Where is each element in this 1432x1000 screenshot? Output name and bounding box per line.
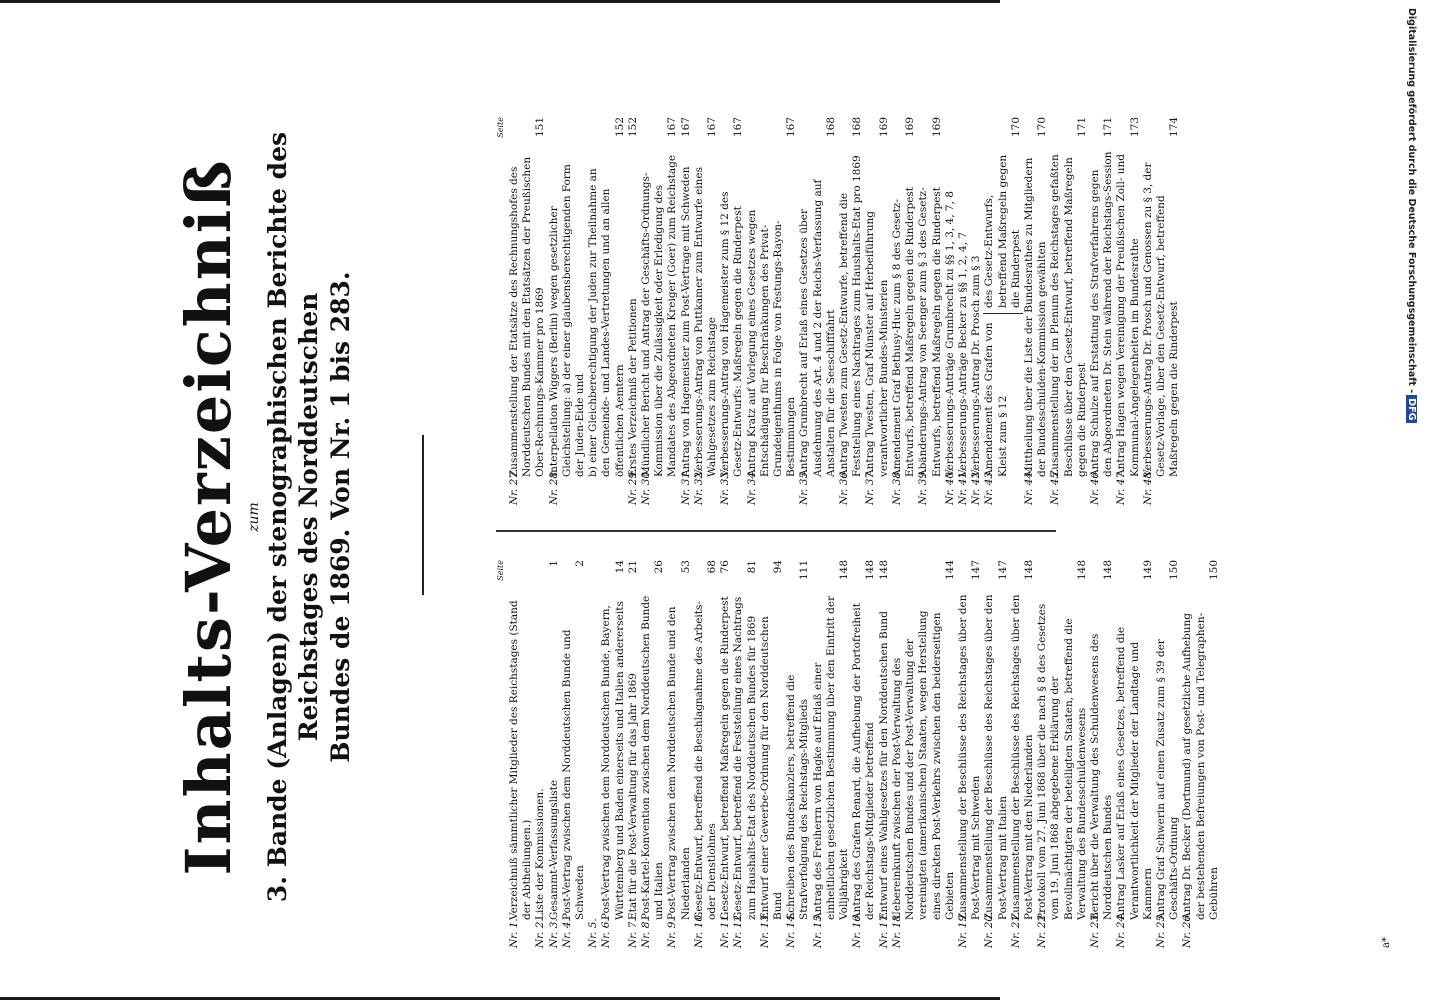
contents-entry	[1089, 117, 1115, 505]
entry-title: Verbesserungs-Antrag von Hagemeister zum § 12 des Gesetz-Entwurfs: Maßregeln gegen die Rinderpest	[719, 191, 745, 477]
entry-title: Bericht über die Verwaltung des Schuldenwesens des Norddeutschen Bundes	[1088, 633, 1115, 920]
entry-number: Nr. 15.	[811, 911, 824, 948]
contents-entry	[891, 117, 917, 505]
contents-entry	[864, 117, 890, 505]
entry-number: Nr. 42.	[970, 468, 983, 505]
entry-title: Entwurf eines Wahlgesetzes für den Norddeutschen Bund	[877, 611, 890, 920]
contents-entry	[1155, 560, 1181, 948]
entry-page-number: 170	[1009, 117, 1022, 138]
entry-page-number: 169	[877, 117, 890, 138]
contents-entry	[587, 560, 600, 948]
entry-title: Antrag Lasker auf Erlaß eines Gesetzes, betreffend die Verantwortlichkeit der Mitglieder der Landtage und Kammern	[1115, 626, 1154, 920]
contents-entry	[1036, 560, 1089, 948]
page-title: Inhalts-Verzeichniß	[172, 158, 245, 876]
entry-number: Nr. 24.	[1115, 911, 1128, 948]
entry-page-number: 152	[613, 117, 626, 138]
entry-page-number: 148	[1102, 560, 1115, 581]
entry-number: Nr. 47.	[1115, 468, 1128, 505]
contents-entry	[1023, 117, 1049, 505]
title-divider	[422, 435, 424, 595]
contents-entry	[666, 560, 692, 948]
entry-page-number: 167	[679, 117, 692, 138]
entry-title: Interpellation Wiggers (Berlin) wegen gesetzlicher Gleichstellung: a) der einer glaubensberechtigenden Form der Juden-Eide und	[547, 164, 587, 477]
entry-title: Verzeichniß sämmtlicher Mitglieder des Reichstages (Stand der Abtheilungen.)	[508, 600, 534, 920]
entry-number: Nr. 2.	[534, 918, 547, 948]
contents-entry	[1049, 117, 1089, 505]
entry-number: Nr. 5.	[587, 918, 600, 948]
entry-number: Nr. 13.	[758, 911, 771, 948]
entry-number: Nr. 31.	[679, 468, 692, 505]
entry-number: Nr. 33.	[719, 468, 732, 505]
contents-entry	[851, 560, 877, 948]
entry-title: Zusammenstellung der Beschlüsse des Reichstages über den Post-Vertrag mit Schweden	[956, 594, 983, 920]
entry-page-number: 167	[732, 117, 745, 138]
entry-title: Post-Kartel-Konvention zwischen dem Norddeutschen Bunde und Italien	[640, 595, 666, 920]
contents-entry	[983, 117, 1023, 505]
entry-title: Post-Vertrag zwischen dem Norddeutschen Bunde, Bayern, Württemberg und Baden einerseits und Italien andererseits	[600, 601, 626, 920]
entry-page-number: 68	[706, 560, 719, 574]
title-preposition: zum	[246, 502, 262, 532]
entry-page-number: 148	[877, 560, 890, 581]
entry-page-number: 167	[706, 117, 719, 138]
entry-title: Antrag Dr. Becker (Dortmund) auf gesetzliche Aufhebung der bestehenden Befreiungen von Post- und Telegraphen-Gebühren	[1181, 612, 1220, 920]
entry-title: Zusammenstellung der Beschlüsse des Reichstages über den Post-Vertrag mit den Niederlanden	[1009, 594, 1035, 920]
entry-number: Nr. 14.	[785, 911, 798, 948]
contents-entry	[957, 117, 970, 505]
entry-page-number: 1	[547, 560, 560, 567]
contents-entry	[878, 560, 891, 948]
entry-title: Abänderungs-Antrag von Seenger zum § 3 des Gesetz-Entwurfs, betreffend Maßregeln gegen die Rinderpest	[917, 186, 943, 477]
entry-page-number: 168	[851, 117, 864, 138]
entry-number: Nr. 41.	[956, 468, 969, 505]
entry-number: Nr. 20.	[983, 911, 996, 948]
column-divider	[496, 530, 1056, 532]
entry-page-number: 148	[864, 560, 877, 581]
contents-entry	[600, 560, 626, 948]
contents-entry	[970, 117, 983, 505]
contents-entry	[587, 117, 627, 505]
entry-title: Post-Vertrag zwischen dem Norddeutschen Bunde und Schweden	[560, 629, 587, 920]
entry-title: Antrag des Grafen Renard, die Aufhebung der Portofreiheit der Reichstags-Mitglieder betreffend	[851, 603, 877, 920]
contents-entry	[838, 117, 864, 505]
entry-page-number: 171	[1102, 117, 1115, 138]
entry-page-number: 150	[1168, 560, 1181, 581]
contents-entry	[508, 560, 534, 948]
entry-title: Schreiben des Bundeskanzlers, betreffend die Strafverfolgung des Reichstags-Mitglieds	[785, 674, 811, 920]
entry-page-number: 171	[1075, 117, 1088, 138]
entry-title: Verbesserungs-Antrag Dr. Prosch zum § 3	[970, 255, 983, 477]
contents-entry	[944, 117, 957, 505]
subtitle-line-2: Bundes de 1869. Von Nr. 1 bis 283.	[325, 271, 355, 763]
entry-number: Nr. 4.	[560, 918, 573, 948]
entry-number: Nr. 25.	[1154, 911, 1167, 948]
contents-entry	[1010, 560, 1036, 948]
entry-number	[587, 477, 627, 505]
contents-entry	[746, 117, 799, 505]
contents-entry	[1089, 560, 1115, 948]
entry-title	[587, 588, 600, 920]
contents-entry	[732, 560, 758, 948]
entry-page-number: 111	[798, 560, 811, 581]
title-block	[172, 86, 356, 948]
entry-title: Erstes Verzeichniß der Petitionen	[626, 298, 639, 477]
contents-entry	[719, 117, 745, 505]
entry-title: Verbesserungs-Antrag Dr. Prosch und Genossen zu § 3, der Gesetz-Vorlage, über den Gesetz-Entwurf, betreffend Maßregeln gegen die Rinderpest	[1141, 162, 1181, 477]
entry-number: Nr. 9.	[666, 918, 679, 948]
contents-entry	[627, 560, 640, 948]
entry-number: Nr. 40.	[943, 468, 956, 505]
entry-number: Nr. 38.	[890, 468, 903, 505]
contents-entry	[719, 560, 732, 948]
contents-entry	[640, 560, 666, 948]
entry-title: Zusammenstellung der Etatsätze des Rechnungshofes des Norddeutschen Bundes mit den Etatsätzen der Preußischen Ober-Rechnungs-Kammer pro 1869	[508, 156, 547, 477]
entry-number: Nr. 12.	[732, 911, 745, 948]
subtitle-line-1: 3. Bande (Anlagen) der stenographischen Berichte des Reichstages des Norddeutschen	[263, 131, 324, 903]
entry-page-number: 148	[1075, 560, 1088, 581]
entry-number: Nr. 34.	[745, 468, 758, 505]
seite-label: Seite	[496, 117, 505, 138]
entry-page-number: 94	[772, 560, 785, 574]
entry-page-number: 144	[943, 560, 956, 581]
entry-number: Nr. 16.	[851, 911, 864, 948]
entry-title: Gesammt-Verfassungsliste	[547, 779, 560, 920]
entry-page-number: 169	[930, 117, 943, 138]
entry-title: Antrag Graf Schwerin auf einen Zusatz zum § 39 der Geschäfts-Ordnung	[1154, 639, 1181, 920]
entry-number: Nr. 29.	[626, 468, 639, 505]
entry-number: Nr. 11.	[719, 911, 732, 948]
entry-page-number: 147	[996, 560, 1009, 581]
entry-page-number: 170	[1036, 117, 1049, 138]
entry-number: Nr. 17.	[877, 911, 890, 948]
entry-title: Verbesserungs-Antrag von Puttkamer zum Entwurfe eines Wahlgesetzes zum Reichstage	[692, 166, 719, 477]
seite-label: Seite	[496, 560, 505, 581]
entry-page-number: 2	[574, 560, 587, 567]
contents-entry	[891, 560, 957, 948]
entry-title: Gesetz-Entwurf, betreffend die Feststellung eines Nachtrags zum Haushalts-Etat des Norddeutschen Bundes für 1869	[732, 596, 758, 920]
entry-number: Nr. 44.	[1022, 468, 1035, 505]
entry-page-number: 148	[1022, 560, 1035, 581]
entry-title: Etat für die Post-Verwaltung für das Jahr 1869	[626, 673, 639, 920]
dfg-logo: DFG	[1406, 395, 1417, 423]
entry-number: Nr. 48.	[1141, 468, 1154, 505]
entry-title: Antrag Grumbrecht auf Erlaß eines Gesetzes über Ausdehnung des Art. 4 und 2 der Reichs-Verfassung auf Anstalten für die Seeschifffahrt	[798, 179, 837, 477]
entry-number: Nr. 28.	[547, 468, 560, 505]
entry-title: Antrag des Freiherrn von Hagke auf Erlaß einer einheitlichen gesetzlichen Bestimmung über den Eintritt der Volljährigkeit	[811, 595, 851, 920]
entry-title: Verbesserungs-Anträge Grumbrecht zu §§ 1, 3, 4, 7, 8	[943, 191, 956, 477]
entry-title: Amendement Graf Bethusy-Huc zum § 8 des Gesetz-Entwurfs, betreffend Maßregeln gegen die Rinderpest	[890, 186, 917, 477]
entry-page-number: 53	[679, 560, 692, 574]
contents-entry	[627, 117, 640, 505]
contents-entry	[759, 560, 785, 948]
entry-number: Nr. 3.	[547, 918, 560, 948]
contents-entry	[798, 117, 838, 505]
entry-number: Nr. 8.	[640, 918, 653, 948]
entry-page-number: 21	[626, 560, 639, 574]
entry-title: Entwurf einer Gewerbe-Ordnung für den Norddeutschen Bund	[758, 616, 785, 920]
entry-number: Nr. 39.	[917, 468, 930, 505]
entry-number: Nr. 26.	[1181, 911, 1194, 948]
entry-page-number: 148	[838, 560, 851, 581]
entry-number: Nr. 23.	[1088, 911, 1101, 948]
entry-number: Nr. 21.	[1009, 911, 1022, 948]
contents-entry	[1181, 560, 1221, 948]
entry-number: Nr. 10.	[692, 911, 705, 948]
entry-title: b) einer Gleichberechtigung der Juden zur Theilnahme an den Gemeinde- und Landes-Vertretungen und an allen öffentlichen Aemtern	[587, 168, 626, 477]
contents-entry	[561, 560, 587, 948]
entry-title: Verbesserungs-Anträge Becker zu §§ 1, 2, 4, 7	[956, 231, 969, 477]
entry-title: Antrag Twesten zum Gesetz-Entwurfe, betreffend die Feststellung eines Nachtrages zum Haushalts-Etat pro 1869	[838, 155, 864, 477]
contents-entry	[534, 560, 547, 948]
contents-entry	[640, 117, 680, 505]
contents-entry	[812, 560, 852, 948]
entry-title: Antrag von Hagemeister zum Post-Vertrage mit Schweden	[679, 166, 692, 477]
entry-title: Zusammenstellung der Beschlüsse des Reichstages über den Post-Vertrag mit Italien	[983, 594, 1009, 920]
entry-title: Liste der Kommissionen.	[534, 788, 547, 920]
entry-title: Antrag Kratz auf Vorlegung eines Gesetzes wegen Entschädigung für Beschränkungen des Privat-Grundeigenthums in Folge von Festungs-Rayon-Bestimmungen	[745, 209, 798, 477]
entry-page-number: 14	[613, 560, 626, 574]
entry-page-number: 173	[1128, 117, 1141, 138]
entry-page-number: 76	[719, 560, 732, 574]
contents-entry	[693, 560, 719, 948]
entry-number: Nr. 1.	[508, 918, 520, 948]
entry-title: Antrag Schulze auf Erstattung des Strafverfahrens gegen den Abgeordneten Dr. Stein während der Reichstags-Session	[1088, 151, 1115, 477]
entry-page-number: 26	[653, 560, 666, 574]
entry-number: Nr. 7.	[626, 918, 639, 948]
entry-title: Amendement des Grafen von Kleist zum § 12	[983, 322, 1009, 477]
entry-page-number: 168	[824, 117, 837, 138]
entry-title: Uebereinkunft zwischen der Post-Verwaltung des Norddeutschen Bundes und der Post-Verwaltung der vereinigten (amerikanischen) Staaten, wegen Herstellung eines direkten Post-Verkehrs zwischen den beiderseitigen Gebieten	[890, 610, 956, 920]
contents-entry	[785, 560, 811, 948]
entry-title: Protokoll vom 27. Juni 1868 über die nach § 8 des Gesetzes vom 19. Juni 1868 abgegebene Erklärung der Bevollmächtigten der beteiligten Staaten, betreffend die Verwaltung des Bundesschuldenwesens	[1036, 603, 1088, 920]
sheet-signature: a*	[1381, 937, 1392, 948]
contents-entry	[548, 117, 588, 505]
entry-number: Nr. 37.	[864, 468, 877, 505]
contents-entry	[680, 117, 693, 505]
entry-number: Nr. 35.	[798, 468, 811, 505]
entry-page-number: 174	[1168, 117, 1181, 138]
funding-stamp-text: Digitalisierung gefördert durch die Deutsche Forschungsgemeinschaft -	[1406, 8, 1417, 394]
entry-page-number: 152	[626, 117, 639, 138]
contents-column-right	[496, 117, 1181, 505]
entry-page-number: 147	[970, 560, 983, 581]
contents-entry	[693, 117, 719, 505]
entry-number: Nr. 43.	[983, 468, 996, 505]
entry-number: Nr. 30.	[640, 468, 653, 505]
contents-entry	[508, 117, 548, 505]
entry-page-number: 151	[534, 117, 547, 138]
funding-stamp	[1406, 8, 1417, 423]
contents-entry	[548, 560, 561, 948]
contents-entry	[957, 560, 983, 948]
entry-page-number: 167	[666, 117, 679, 138]
entry-number: Nr. 36.	[838, 468, 851, 505]
contents-entry	[917, 117, 943, 505]
entry-title: Mittheilung über die Liste der Bundesrathes zu Mitgliedern der Bundesschulden-Kommission gewählten	[1022, 157, 1049, 477]
entry-number: Nr. 18.	[890, 911, 903, 948]
entry-number: Nr. 19.	[956, 911, 969, 948]
entry-page-number: 81	[745, 560, 758, 574]
contents-column-left	[496, 560, 1221, 948]
contents-entry	[1115, 560, 1155, 948]
entry-number: Nr. 27.	[508, 468, 520, 505]
entry-title: Gesetz-Entwurf, betreffend die Beschlagnahme des Arbeits- oder Dienstlohnes	[692, 601, 719, 920]
entry-page-number: 150	[1207, 560, 1220, 581]
entry-page-number: 149	[1141, 560, 1154, 581]
contents-entry	[1142, 117, 1182, 505]
entry-title: Zusammenstellung der im Plenum des Reichstages gefaßten Beschlüsse über den Gesetz-Entwurf, betreffend Maßregeln gegen die Rinderpest	[1049, 154, 1088, 477]
entry-title: Mündlicher Bericht und Antrag der Geschäfts-Ordnungs-Kommission über die Zulässigkeit oder Erledigung des Mandates des Abgeordneten Kreiger (Goer) zum Reichstage	[640, 154, 679, 477]
entry-number: Nr. 45.	[1049, 468, 1062, 505]
contents-entry	[983, 560, 1009, 948]
entry-title: Gesetz-Entwurf, betreffend Maßregeln gegen die Rinderpest	[719, 596, 732, 920]
entry-bracket-note: des Gesetz-Entwurfs, betreffend Maßregeln gegen die Rinderpest	[983, 145, 1023, 314]
entry-title: Antrag Twesten, Graf Münster auf Herbeiführung verantwortlicher Bundes-Ministerien	[864, 211, 890, 477]
entry-page-number: 167	[785, 117, 798, 138]
entry-title: Post-Vertrag zwischen dem Norddeutschen Bunde und den Niederlanden	[666, 606, 692, 920]
contents-entry	[1115, 117, 1141, 505]
entry-number: Nr. 6.	[600, 918, 613, 948]
entry-page-number: 169	[904, 117, 917, 138]
entry-number: Nr. 32.	[692, 468, 705, 505]
entry-title: Antrag Hagen wegen Vereinigung der Preußischen Zoll- und Kommunal-Angelegenheiten im Bundesrathe	[1115, 154, 1141, 477]
entry-number: Nr. 46.	[1088, 468, 1101, 505]
entry-number: Nr. 22.	[1036, 911, 1049, 948]
